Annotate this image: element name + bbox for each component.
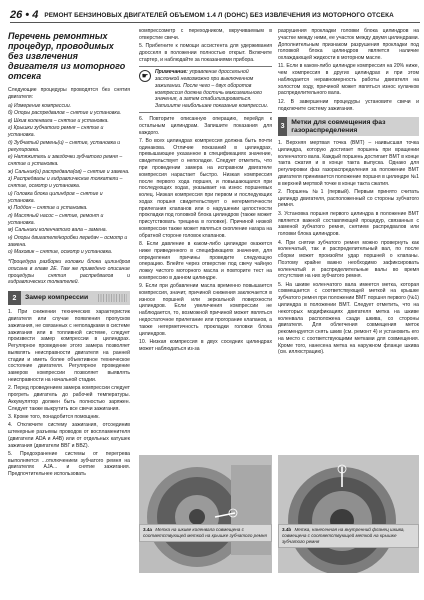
intro-text: Следующие процедуры проводятся без снятия двигателя:: [8, 87, 130, 101]
paragraph: 12. В завершении процедуры установите свечи и подключите систему зажигания.: [278, 98, 419, 112]
list-item: д) Зубчатый ремень(и) – снятие, установка и регулировка.: [8, 139, 121, 153]
paragraph: 11. Если в каком-либо цилиндре компрессия на 20% ниже, чем компрессия в других цилиндрах и при этом наблюдается неравномерность работы двигателя на холостом ходу, причиной может являться износ кулачков распределительного вала.: [278, 63, 419, 97]
section-number: 2: [8, 291, 21, 305]
paragraph: 7. Во всех цилиндрах компрессия должна быть почти одинакова. Отличие показаний в цилиндрах, превышающее указанное в спецификациях значение, свидетельствует о неполадке. Следует отметить, что при проведении замера на исправном двигателе компрессия нарастает быстро. Низкая компрессия после первого хода поршня, и повышающаяся при последующих ходах, указывает на износ поршневых колец. Низкая компрессия при первом и последующих ходах поршня свидетельствует о негерметичности прилегания клапанов или о нарушении целостности прокладки под головкой блока цилиндров (также может присутствовать трещина в головке). Причиной низкой компрессии также может являться скопление нагара на обратной стороне головок клапанов.: [139, 137, 272, 239]
paragraph: 2. Поршень №1 (первый). Первым принято считать цилиндр двигателя, расположенный со стороны зубчатого ремня.: [278, 188, 419, 209]
list-item: е) Натяжитель и звездочки зубчатого ремня – снятие и установка.: [8, 154, 123, 168]
paragraph: 4. При снятии зубчатого ремня можно провернуть как коленчатый, так и распределительный вал, по после сборки может произойти удар поршней о клапаны. Поэтому крайне важно необходимо зафиксировать коленчатый и распределительные валы во время отсутствия на них зубчатого ремня.: [278, 239, 419, 280]
column-1: [8, 28, 130, 480]
section-2-heading: [8, 291, 130, 305]
page-number: 26 • 4: [10, 9, 39, 21]
paragraph: 4. Отключите систему зажигания, отсоединив штекерные разъемы проводов от воспламенителя (двигатели ADA и A4B) или от отдельных катушек зажигания (двигатели ВВГ и BBZ).: [8, 422, 130, 449]
list-item: м) Сальники коленчатого вала – замена.: [8, 227, 107, 234]
note-label: Примечание:: [155, 69, 188, 76]
list-item: б) Опоры распредвалов – снятие и установка.: [8, 110, 122, 117]
photo-crankshaft-pulley-mark: [139, 455, 272, 573]
list-item: г) Крышки зубчатого ремня – снятие и установка.: [8, 125, 104, 139]
section-number: 3: [278, 117, 287, 136]
paragraph: 1. Верхняя мертвая точка (ВМТ) – наивысшая точка цилиндра, которую достигает поршень при вращении коленчатого вала. Каждый поршень достигает ВМТ в конце такта сжатия и в конце такта выпуска. Однако для регулировки фаз газораспределения за положение ВМТ двигателя принимается положение поршня в цилиндре №1 в верхней мертвой точке в конце такта сжатия.: [278, 140, 419, 187]
list-item: н) Опоры двигателя/коробки передач – осмотр и замена.: [8, 234, 128, 248]
figure-number: 3.4а: [143, 527, 152, 532]
list-item: ж) Сальник(и) распредвала(ов) – снятие и замена.: [8, 168, 130, 175]
photo-caption: [139, 524, 272, 542]
section-title: Замер компрессии: [25, 294, 89, 302]
procedure-list: [8, 103, 130, 257]
section-title: Метки для совмещения фаз газораспределения: [291, 118, 386, 134]
column-3: [278, 28, 419, 358]
paragraph: 1. При снижении технических характеристик двигателя или случае появления пропусков зажигания, не связанных с неполадками в системе зажигания или в топливной системе, следует произвести замер компрессии в цилиндрах. Регулярное проведение этого замера позволяет выявлять неисправности двигателя на ранней стадии и иметь более объективное техническое состояние двигателя. Регулярное проведение замеров компрессии позволяет выявлять неисправности на начальной стадии.: [8, 309, 130, 383]
paragraph: 6. Повторите описанную операцию, перейдя к остальным цилиндрам. Запишите показания для каждого.: [139, 116, 272, 136]
disassembly-note: *Процедура разборки головки блока цилиндров описана в главе 2Е. Там же приведено описание процедуры снятия распредвалов и гидравлических толкателей.: [8, 259, 130, 286]
note-box: [139, 66, 272, 113]
paragraph: 5. На шкиве коленчатого вала имеется метка, которая совмещается с соответствующей меткой на крышке зубчатого ремня при положении ВМТ поршня первого (№1) цилиндра в положении ВМТ. Следует отметить, что на некоторых модификациях двигателя метка на шкиве коленвала расположена сзади шкива, со стороны двигателя. Для облегчения совмещения меток рекомендуется снять шкив (см. ремонт 4) и установить его на место с соответствующими метками для совмещения. Кроме того, нанесена метка на наружном фланце шкива (см. иллюстрацию).: [278, 281, 419, 356]
paragraph: 2. Перед проведением замера компрессии следует прогреть двигатель до рабочей температуры. Аккумулятор должен быть полностью заряжен. Следует также выкрутить все свечи зажигания.: [8, 385, 130, 412]
paragraph: 5. Предохранение системы от перегрева выполняется ...отключением зубчатого ремня на двигателях AJA... и снятие зажигания. Предпочтительнее использовать: [8, 450, 130, 478]
paragraph: 8. Если давление в каком-либо цилиндре окажется ниже приведенного в спецификациях значения, для определения причины проведите следующую операцию. Влейте через отверстие под свечу чайную ложку чистого моторного масла и повторите тест на компрессию в данном цилиндре.: [139, 240, 272, 281]
list-item: в) Шкив коленвала – снятие и установка.: [8, 117, 109, 124]
photo-caption: [278, 524, 419, 548]
column-2: [139, 28, 272, 354]
photo-inner-flange-mark: [278, 455, 419, 573]
list-item: к) Поддон – снятие и установка.: [8, 205, 88, 212]
list-item: a) Измерение компрессии.: [8, 102, 72, 109]
list-item: о) Маховик – снятие, осмотр и установка.: [8, 249, 113, 256]
page-header: [10, 8, 420, 23]
section-3-heading: [278, 117, 419, 136]
note-text: управление дроссельной заслонкой невозможно при выключенном зажигании. После чего – двух оборотов компрессия должна достичь максимального значения, а затем стабилизироваться. Запишите наибольшее показание компрессии.: [155, 69, 269, 110]
flange-photo-illustration: [278, 455, 419, 573]
paragraph: разрушения прокладки головки блока цилиндров на участке между ними, ее участок между двумя цилиндрами. Дополнительным признаком разрушения прокладки под головкой блока цилиндров является наличие охлаждающей жидкости в моторном масле.: [278, 28, 419, 62]
list-item: и) Головка блока цилиндров – снятие и установка.: [8, 190, 103, 204]
paragraph: компрессометр с переходником, вкручиваемым в отверстие свечи.: [139, 28, 272, 41]
paragraph: 10. Низкая компрессия в двух соседних цилиндрах может наблюдаться из-за: [139, 338, 272, 352]
section-decoration: [98, 294, 127, 302]
paragraph: 3. Установка поршня первого цилиндра в положение ВМТ является важной составляющей процедур, связанных с заменой зубчатого ремня, снятием распредвалов или головки блока цилиндров.: [278, 210, 419, 238]
paragraph: 3. Кроме того, понадобится помощник.: [8, 413, 100, 420]
paragraph: 9. Если при добавлении масла временно повышается компрессия, значит, причиной снижения заключается в износе поршней или зеркальной поверхности цилиндров. Если увеличения компрессии не наблюдается, то, возможной причиной может являться недостаточное прилегание или прогорание клапанов, а также негерметичность прокладки головки блока цилиндров.: [139, 283, 272, 337]
pulley-photo-illustration: [139, 455, 272, 573]
paragraph: 5. Прибегните к помощи ассистента для удерживания дросселя в положении полностью открыт. Включите стартер, и наблюдайте за показаниями прибора.: [139, 43, 272, 63]
list-item: з) Распредвалы и гидравлические толкатели – снятие, осмотр и установка.: [8, 176, 123, 190]
running-title: РЕМОНТ БЕНЗИНОВЫХ ДВИГАТЕЛЕЙ ОБЪЕМОМ 1.4 Л (DOHC) БЕЗ ИЗВЛЕЧЕНИЯ ИЗ МОТОРНОГО ОТСЕКА: [44, 11, 394, 19]
chapter-title: Перечень ремонтных процедур, проводимых без извлечения двигателя из моторного отсека: [8, 31, 126, 82]
hand-icon: ☛: [139, 70, 151, 82]
caption-text: Метка, нанесенная на внутренний фланец шкива, совмещена с соответствующей меткой на крышке зубчатого ремня: [282, 527, 405, 544]
list-item: л) Масляный насос – снятие, ремонт и установка.: [8, 212, 104, 226]
figure-number: 3.4b: [282, 527, 292, 532]
caption-text: Метка на шкиве коленвала совмещена с соответствующей меткой на крышке зубчатого ремня: [143, 527, 267, 538]
